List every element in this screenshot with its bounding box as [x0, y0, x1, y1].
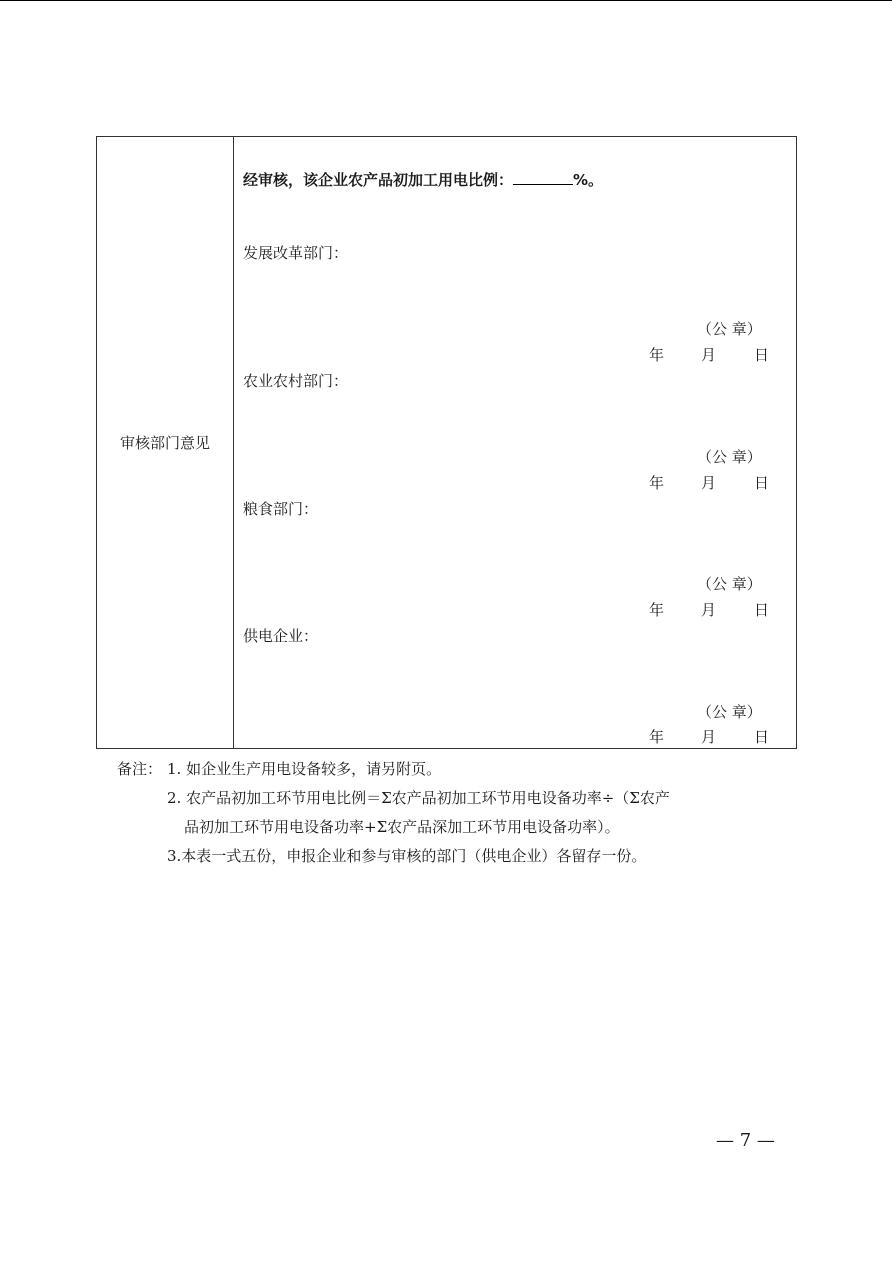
page-number: — 7 —: [716, 1130, 775, 1151]
date-day: 日: [754, 474, 770, 492]
column-divider: [233, 137, 234, 748]
note-item: 1. 如企业生产用电设备较多，请另附页。: [167, 760, 442, 778]
date-year: 年: [649, 474, 665, 492]
conclusion-suffix: %。: [573, 171, 604, 189]
date-day: 日: [754, 601, 770, 619]
seal-label: （公 章）: [697, 575, 762, 593]
review-opinion-table: [96, 136, 797, 749]
dept-label-power-supply: 供电企业：: [243, 627, 319, 645]
notes-prefix: 备注：: [117, 760, 163, 778]
date-month: 月: [701, 601, 717, 619]
date-day: 日: [754, 346, 770, 364]
page-top-rule: [0, 0, 892, 1]
dept-label-grain: 粮食部门：: [243, 500, 319, 518]
dept-label-agriculture: 农业农村部门：: [243, 372, 349, 390]
note-item: 3.本表一式五份，申报企业和参与审核的部门（供电企业）各留存一份。: [167, 847, 647, 865]
seal-label: （公 章）: [697, 448, 762, 466]
conclusion-prefix: 经审核，该企业农产品初加工用电比例：: [243, 171, 514, 189]
row-label: 审核部门意见: [119, 434, 210, 452]
seal-label: （公 章）: [697, 320, 762, 338]
date-year: 年: [649, 601, 665, 619]
seal-label: （公 章）: [697, 703, 762, 721]
dept-label-development-reform: 发展改革部门：: [243, 244, 349, 262]
date-day: 日: [754, 728, 770, 746]
review-conclusion: [243, 171, 603, 188]
date-month: 月: [701, 728, 717, 746]
date-year: 年: [649, 346, 665, 364]
note-item: 2. 农产品初加工环节用电比例＝Σ农产品初加工环节用电设备功率÷（Σ农产: [167, 789, 670, 807]
date-month: 月: [701, 474, 717, 492]
note-item: 品初加工环节用电设备功率+Σ农产品深加工环节用电设备功率）。: [184, 818, 620, 836]
date-year: 年: [649, 728, 665, 746]
date-month: 月: [701, 346, 717, 364]
ratio-blank-field[interactable]: [513, 171, 573, 185]
